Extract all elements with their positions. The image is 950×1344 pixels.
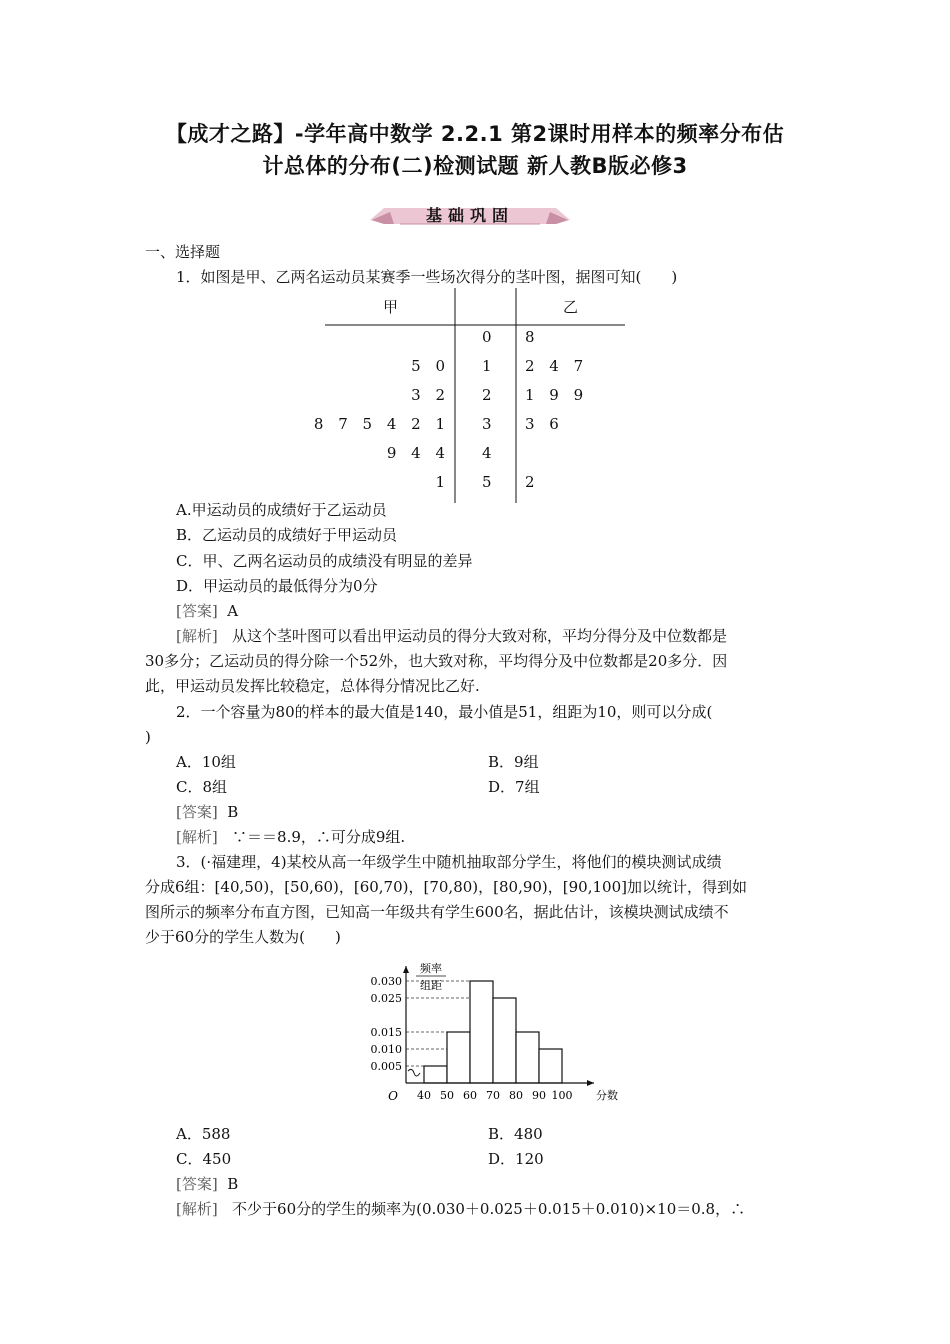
- q1-option-d: D．甲运动员的最低得分为0分: [176, 577, 378, 595]
- answer-value: A: [227, 602, 239, 620]
- stem-leaf-table: [313, 288, 625, 503]
- stem-leaf-right-2: 1 9 9: [525, 386, 589, 404]
- histogram-bar: [493, 998, 516, 1083]
- q3-option-b: B．480: [488, 1125, 543, 1143]
- q1-option-c: C．甲、乙两名运动员的成绩没有明显的差异: [176, 552, 473, 570]
- q1-option-b: B．乙运动员的成绩好于甲运动员: [176, 526, 398, 544]
- y-tick-label: 0.005: [370, 1060, 402, 1073]
- answer-value: B: [227, 1175, 239, 1193]
- x-axis-arrow: [587, 1080, 594, 1086]
- q3-answer: [176, 1174, 238, 1194]
- histogram-bar: [470, 981, 493, 1083]
- answer-label: [答案]: [176, 803, 218, 821]
- answer-label: [答案]: [176, 1175, 218, 1193]
- stem-leaf-stem-3: 3: [482, 415, 497, 433]
- origin-label: O: [388, 1089, 398, 1103]
- y-tick-label: 0.010: [370, 1043, 402, 1056]
- banner-label: 基础巩固: [425, 206, 514, 225]
- q3-stem-line-1: 3．(·福建理，4)某校从高一年级学生中随机抽取部分学生，将他们的模块测试成绩: [176, 853, 722, 871]
- x-tick-label: 70: [486, 1089, 500, 1102]
- q1-stem: 1．如图是甲、乙两名运动员某赛季一些场次得分的茎叶图，据图可知( ): [176, 268, 678, 286]
- stem-leaf-left-2: 3 2: [411, 386, 450, 404]
- histogram-bar: [447, 1032, 470, 1083]
- document-title: [100, 118, 850, 182]
- analysis-label: [解析]: [176, 627, 218, 645]
- section-heading: 一、选择题: [145, 243, 221, 261]
- q2-answer: [176, 802, 238, 822]
- analysis-text: ∵＝＝8.9，∴可分成9组.: [232, 828, 406, 846]
- stem-leaf-right-0: 8: [525, 328, 540, 346]
- title-line-1: 【成才之路】-学年高中数学 2.2.1 第2课时用样本的频率分布估: [165, 122, 785, 146]
- y-tick-label: 0.030: [370, 975, 402, 988]
- analysis-text: 从这个茎叶图可以看出甲运动员的得分大致对称，平均分得分及中位数都是: [232, 627, 728, 645]
- x-tick-label: 80: [509, 1089, 523, 1102]
- x-tick-label: 60: [463, 1089, 477, 1102]
- histogram-bar: [516, 1032, 539, 1083]
- q3-stem-line-4: 少于60分的学生人数为( ): [145, 928, 341, 946]
- analysis-text: 不少于60分的学生的频率为(0.030＋0.025＋0.015＋0.010)×10＝0.8，∴: [232, 1200, 746, 1218]
- stem-leaf-stem-4: 4: [482, 444, 497, 462]
- title-line-2: 计总体的分布(二)检测试题 新人教B版必修3: [262, 154, 688, 178]
- q3-analysis: [176, 1199, 745, 1219]
- q3-option-c: C．450: [176, 1150, 232, 1168]
- stem-leaf-left-header: 甲: [383, 298, 404, 316]
- q2-option-d: D．7组: [488, 778, 540, 796]
- stem-leaf-left-4: 9 4 4: [386, 444, 450, 462]
- q2-stem-line-1: 2．一个容量为80的样本的最大值是140，最小值是51，组距为10，则可以分成(: [176, 703, 713, 721]
- q1-analysis-line-1: [176, 626, 727, 646]
- y-axis-label-bottom: 组距: [420, 979, 442, 992]
- q1-analysis-line-3: 此，甲运动员发挥比较稳定，总体得分情况比乙好.: [145, 677, 480, 695]
- histogram-svg: [362, 958, 622, 1110]
- x-tick-label: 100: [551, 1089, 573, 1102]
- y-tick-label: 0.015: [370, 1026, 402, 1039]
- histogram-bar: [539, 1049, 562, 1083]
- stem-leaf-left-3: 8 7 5 4 2 1: [313, 415, 450, 433]
- stem-leaf-left-1: 5 0: [411, 357, 450, 375]
- x-tick-label: 40: [417, 1089, 431, 1102]
- x-tick-label: 50: [440, 1089, 454, 1102]
- q2-analysis: [176, 827, 405, 847]
- answer-value: B: [227, 803, 239, 821]
- y-axis-arrow: [403, 966, 409, 973]
- q1-analysis-line-2: 30多分；乙运动员的得分除一个52外，也大致对称，平均得分及中位数都是20多分．因: [145, 652, 728, 670]
- analysis-label: [解析]: [176, 1200, 218, 1218]
- stem-leaf-right-3: 3 6: [525, 415, 564, 433]
- q3-stem-line-2: 分成6组：[40,50)，[50,60)，[60,70)，[70,80)，[80,90)，[90,100]加以统计，得到如: [145, 878, 747, 896]
- y-tick-label: 0.025: [370, 992, 402, 1005]
- frequency-histogram: [362, 958, 622, 1114]
- stem-leaf-stem-0: 0: [482, 328, 497, 346]
- y-axis-label-top: 频率: [420, 962, 442, 975]
- stem-leaf-stem-5: 5: [482, 473, 497, 491]
- stem-leaf-left-5: 1: [435, 473, 450, 491]
- analysis-label: [解析]: [176, 828, 218, 846]
- stem-leaf-stem-1: 1: [482, 357, 497, 375]
- stem-leaf-right-header: 乙: [563, 298, 584, 316]
- section-banner: [370, 202, 570, 228]
- q1-answer: [176, 601, 238, 621]
- stem-leaf-right-1: 2 4 7: [525, 357, 589, 375]
- axis-break-mark: [408, 1069, 420, 1076]
- answer-label: [答案]: [176, 602, 218, 620]
- q1-option-a: A.甲运动员的成绩好于乙运动员: [176, 501, 387, 519]
- q3-stem-line-3: 图所示的频率分布直方图，已知高一年级共有学生600名，据此估计，该模块测试成绩不: [145, 903, 729, 921]
- q2-option-c: C．8组: [176, 778, 228, 796]
- x-tick-label: 90: [532, 1089, 546, 1102]
- x-axis-label: 分数: [596, 1089, 618, 1102]
- q2-option-b: B．9组: [488, 753, 539, 771]
- stem-leaf-right-5: 2: [525, 473, 540, 491]
- stem-leaf-stem-2: 2: [482, 386, 497, 404]
- q3-option-a: A．588: [176, 1125, 231, 1143]
- q3-option-d: D．120: [488, 1150, 544, 1168]
- q2-option-a: A．10组: [176, 753, 236, 771]
- q2-stem-line-2: ): [145, 728, 151, 746]
- histogram-bar: [424, 1066, 447, 1083]
